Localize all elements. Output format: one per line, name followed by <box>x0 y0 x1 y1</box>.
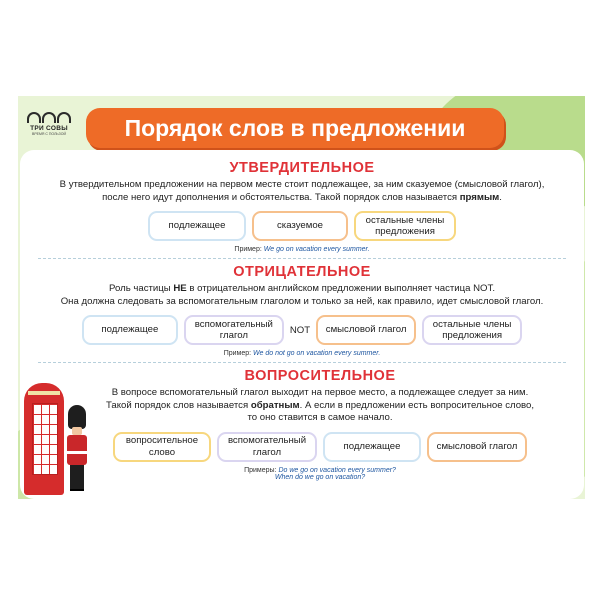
section-heading: ВОПРОСИТЕЛЬНОЕ <box>244 368 396 384</box>
text-line: Роль частицы <box>109 283 174 294</box>
text-line: В утвердительном предложении на первом месте стоит подлежащее, за ним сказуемое (смысловой глагол), <box>59 179 545 190</box>
page-title: Порядок слов в предложении <box>86 108 504 148</box>
text-line: Она должна следовать за вспомогательным глаголом и только за ней, как правило, идет смысловой глагол. <box>60 295 544 307</box>
dashed-divider <box>38 362 566 363</box>
word-order-chips <box>20 315 584 345</box>
owl-arcs-icon <box>26 112 72 123</box>
bold-term: НЕ <box>173 283 187 294</box>
chip-main-verb: смысловой глагол <box>316 315 416 345</box>
text-line: В вопросе вспомогательный глагол выходит на первое место, а подлежащее следует за ним. <box>111 387 529 398</box>
section-heading: ОТРИЦАТЕЛЬНОЕ <box>233 264 371 280</box>
chip-other-members: остальные члены предложения <box>354 211 456 241</box>
text-line: . А если в предложении есть вопросительное слово, <box>299 399 535 411</box>
not-particle: NOT <box>289 324 311 336</box>
chip-main-verb: смысловой глагол <box>427 432 527 462</box>
content-panel <box>20 150 584 499</box>
example-sentence: Do we go on vacation every summer? <box>278 466 396 474</box>
chip-predicate: сказуемое <box>252 211 348 241</box>
word-order-chips <box>60 432 580 462</box>
section-heading: УТВЕРДИТЕЛЬНОЕ <box>229 160 375 176</box>
section-text <box>20 283 584 308</box>
chip-subject: подлежащее <box>323 432 421 462</box>
chip-subject: подлежащее <box>82 315 178 345</box>
logo-tagline: ВРЕМЯ С ПОЛЬЗОЙ <box>32 132 66 136</box>
bold-term: обратным <box>250 399 300 411</box>
logo-name: ТРИ СОВЫ <box>30 125 68 132</box>
example-label: Пример: <box>223 350 252 357</box>
example-line <box>20 246 584 253</box>
example-label: Пример: <box>234 246 262 253</box>
section-affirmative <box>20 160 584 253</box>
example-label: Примеры: <box>244 466 277 474</box>
chip-subject: подлежащее <box>148 211 246 241</box>
section-text <box>20 179 584 204</box>
section-text <box>60 387 580 425</box>
chip-question-word: вопросительное слово <box>113 432 211 462</box>
text-line: то оно ставится в самое начало. <box>247 412 393 423</box>
text-line: в отрицательном английском предложении выполняет частица NOT. <box>186 283 495 294</box>
example-sentence: When do we go on vacation? <box>274 473 366 481</box>
dashed-divider <box>38 258 566 259</box>
brand-logo <box>26 112 72 136</box>
example-line <box>60 467 580 481</box>
chip-other-members: остальные члены предложения <box>422 315 522 345</box>
example-sentence: We do not go on vacation every summer. <box>253 350 381 357</box>
section-negative <box>20 264 584 357</box>
chip-auxiliary-verb: вспомогательный глагол <box>184 315 284 345</box>
example-line <box>20 350 584 357</box>
word-order-chips <box>20 211 584 241</box>
text-line: Такой порядок слов называется <box>105 399 251 411</box>
chip-auxiliary-verb: вспомогательный глагол <box>217 432 317 462</box>
section-interrogative <box>60 368 580 481</box>
text-line: . <box>499 191 502 203</box>
example-sentence: We go on vacation every summer. <box>263 246 370 253</box>
bold-term: прямым <box>459 191 500 203</box>
phone-booth-illustration <box>24 383 64 495</box>
royal-guard-illustration <box>66 405 88 493</box>
text-line: после него идут дополнения и обстоятельства. Такой порядок слов называется <box>102 191 460 203</box>
